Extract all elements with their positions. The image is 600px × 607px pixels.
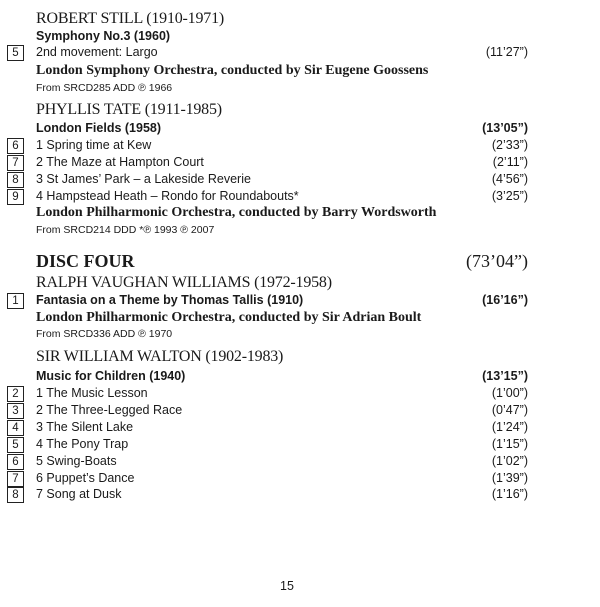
track-duration: (1’00”): [491, 386, 528, 400]
page-number: 15: [280, 579, 294, 593]
track-number: 7: [7, 471, 24, 487]
composer-heading: ROBERT STILL (1910-1971): [36, 10, 225, 27]
composer-heading: RALPH VAUGHAN WILLIAMS (1972-1958): [36, 274, 332, 291]
track-title: 1 Spring time at Kew: [36, 138, 152, 152]
track-duration: (0’47”): [491, 402, 528, 417]
track-number: 6: [7, 138, 24, 154]
work-title: London Fields (1958): [36, 121, 162, 135]
work-duration: (13’15”): [482, 369, 528, 383]
performers: London Philharmonic Orchestra, conducted by Barry Wordsworth: [36, 205, 437, 220]
track-duration: (2’11”): [492, 154, 528, 169]
track-duration: (2’33”): [491, 138, 528, 152]
track-number: 1: [7, 293, 24, 309]
work-title: Fantasia on a Theme by Thomas Tallis (1910): [36, 293, 304, 307]
disc-duration: (73’04”): [466, 251, 528, 271]
track-title: 2nd movement: Largo: [36, 45, 158, 59]
performers: London Symphony Orchestra, conducted by Sir Eugene Goossens: [36, 63, 429, 78]
track-duration: (11’27”): [485, 45, 528, 59]
track-number: 8: [7, 487, 24, 503]
track-number: 8: [7, 172, 24, 188]
composer-heading: SIR WILLIAM WALTON (1902-1983): [36, 348, 284, 365]
track-duration: (1’02”): [491, 453, 528, 468]
disc-title: DISC FOUR: [36, 251, 135, 271]
work-duration: (16’16”): [482, 293, 528, 307]
track-title: 3 St James’ Park – a Lakeside Reverie: [36, 171, 251, 186]
track-title: 7 Song at Dusk: [36, 487, 122, 502]
performers: London Philharmonic Orchestra, conducted by Sir Adrian Boult: [36, 310, 422, 325]
track-duration: (1’16”): [491, 487, 528, 502]
track-duration: (4’56”): [491, 171, 528, 186]
track-title: 2 The Maze at Hampton Court: [36, 154, 204, 169]
track-number: 5: [7, 45, 24, 61]
track-title: 1 The Music Lesson: [36, 386, 148, 400]
track-duration: (1’24”): [491, 419, 528, 434]
source-info: From SRCD285 ADD ℗ 1966: [36, 82, 173, 94]
work-duration: (13’05”): [482, 121, 528, 135]
track-title: 2 The Three-Legged Race: [36, 402, 183, 417]
composer-heading: PHYLLIS TATE (1911-1985): [36, 101, 222, 118]
track-title: 4 Hampstead Heath – Rondo for Roundabouts*: [36, 188, 299, 203]
track-number: 7: [7, 155, 24, 171]
work-title: Symphony No.3 (1960): [36, 29, 171, 43]
track-number: 9: [7, 189, 24, 205]
track-number: 3: [7, 403, 24, 419]
track-title: 5 Swing-Boats: [36, 453, 117, 468]
track-number: 6: [7, 454, 24, 470]
work-title: Music for Children (1940): [36, 369, 186, 383]
track-duration: (1’39”): [491, 470, 528, 485]
track-title: 4 The Pony Trap: [36, 436, 129, 451]
track-title: 3 The Silent Lake: [36, 419, 134, 434]
source-info: From SRCD214 DDD *℗ 1993 ℗ 2007: [36, 224, 215, 236]
track-number: 5: [7, 437, 24, 453]
track-duration: (1’15”): [491, 436, 528, 451]
track-title: 6 Puppet’s Dance: [36, 470, 135, 485]
source-info: From SRCD336 ADD ℗ 1970: [36, 328, 173, 340]
track-number: 2: [7, 386, 24, 402]
track-duration: (3’25”): [491, 188, 528, 203]
track-number: 4: [7, 420, 24, 436]
